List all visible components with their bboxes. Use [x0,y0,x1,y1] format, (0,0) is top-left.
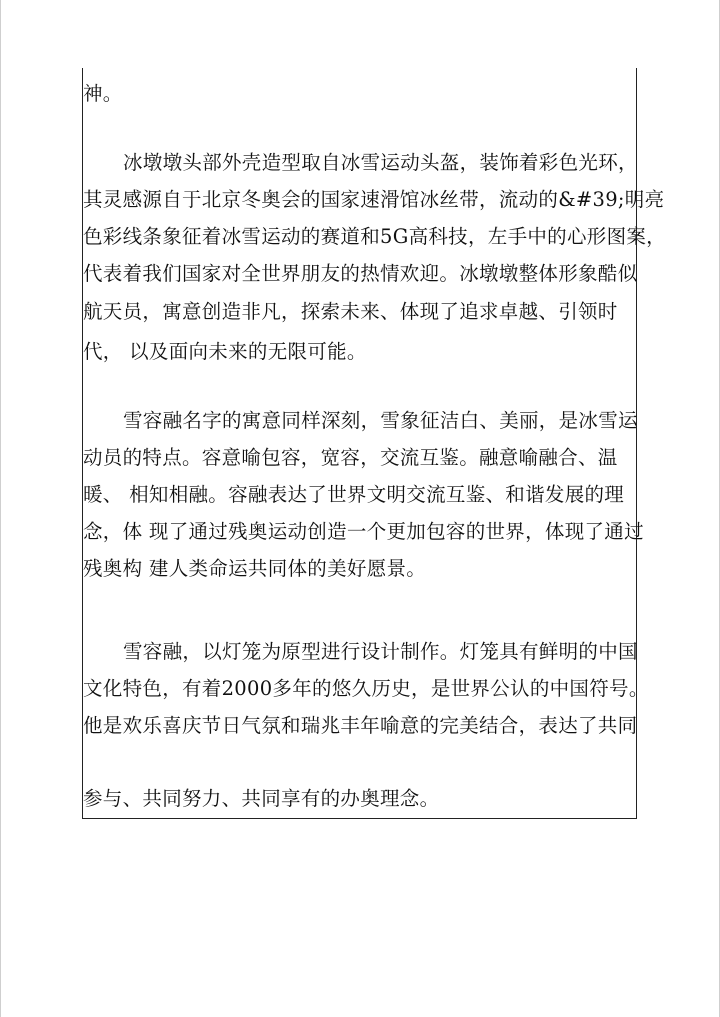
page-left-edge [0,0,1,1017]
text-line: 航天员，寓意创造非凡，探索未来、体现了追求卓越、引领时 [83,300,618,323]
text-line: 其灵感源自于北京冬奥会的国家速滑馆冰丝带，流动的&#39;明亮 [83,188,665,211]
text-line: 代表着我们国家对全世界朋友的热情欢迎。冰墩墩整体形象酷似 [83,262,638,285]
text-line: 动员的特点。容意喻包容，宽容，交流互鉴。融意喻融合、温 [83,446,618,469]
text-line: 色彩线条象征着冰雪运动的赛道和5G高科技，左手中的心形图案， [83,225,666,248]
text-line: 神。 [83,82,123,105]
text-line: 残奥构 建人类命运共同体的美好愿景。 [83,557,427,580]
text-table-cell [82,68,666,819]
text-line: 代， 以及面向未来的无限可能。 [83,340,367,363]
text-line: 雪容融名字的寓意同样深刻，雪象征洁白、美丽，是冰雪运 [123,409,638,432]
text-line: 冰墩墩头部外壳造型取自冰雪运动头盔，装饰着彩色光环， [123,151,638,174]
text-line: 念，体 现了通过残奥运动创造一个更加包容的世界，体现了通过 [83,520,644,543]
text-line: 他是欢乐喜庆节日气氛和瑞兆丰年喻意的完美结合，表达了共同 [83,714,638,737]
text-line: 暖、 相知相融。容融表达了世界文明交流互鉴、和谐发展的理 [83,483,625,506]
text-line: 参与、共同努力、共同享有的办奥理念。 [83,787,440,810]
text-line: 雪容融，以灯笼为原型进行设计制作。灯笼具有鲜明的中国 [123,640,638,663]
text-line: 文化特色，有着2000多年的悠久历史，是世界公认的中国符号。 [83,677,649,700]
